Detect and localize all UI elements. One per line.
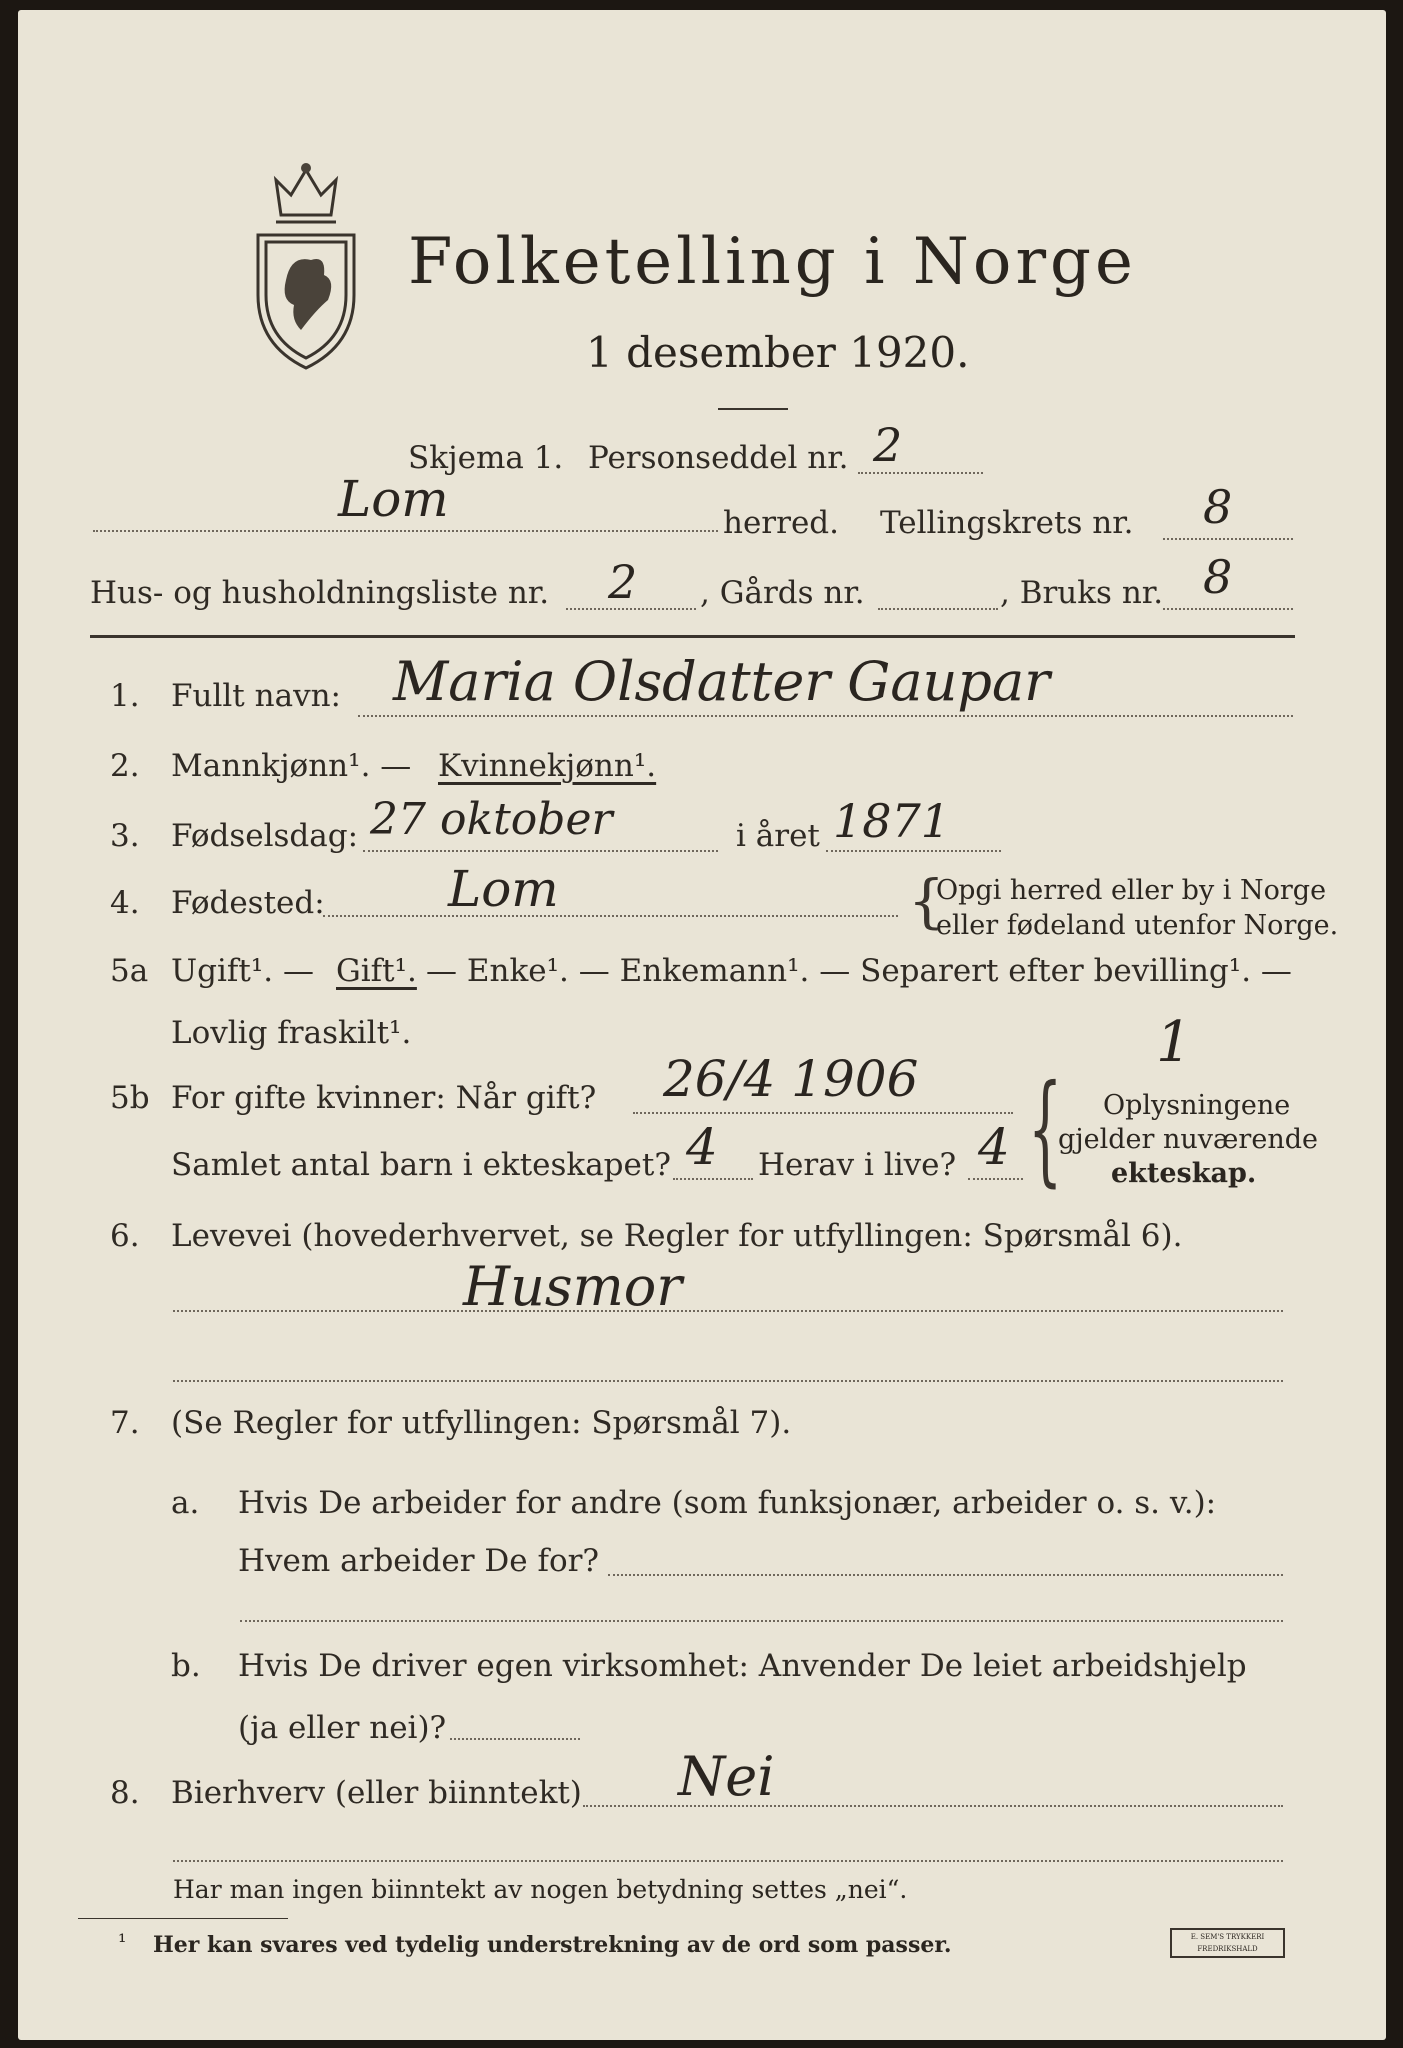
q5b-live-label: Herav i live?	[758, 1147, 957, 1183]
q8-number: 8.	[110, 1775, 140, 1811]
q5b-barn-value: 4	[686, 1118, 718, 1176]
q7a-letter: a.	[171, 1485, 200, 1521]
q3-label: Fødselsdag:	[171, 818, 359, 854]
herred-label: herred.	[723, 505, 839, 541]
q3-year-value: 1871	[833, 794, 951, 848]
footnote-rule	[78, 1918, 288, 1919]
q5b-barn-label: Samlet antal barn i ekteskapet?	[171, 1147, 671, 1183]
q7a-label: Hvis De arbeider for andre (som funksjonær, arbeider o. s. v.):	[238, 1485, 1217, 1521]
q5a-line2: Lovlig fraskilt¹.	[171, 1015, 412, 1051]
footnote-mark: ¹	[118, 1930, 127, 1954]
q5b-note-3: ekteskap.	[1111, 1158, 1257, 1189]
q7b-letter: b.	[171, 1648, 201, 1684]
herred-value: Lom	[338, 470, 449, 528]
q5b-note-2: gjelder nuværende	[1058, 1124, 1318, 1155]
title-divider	[718, 408, 788, 410]
hus-label: Hus- og husholdningsliste nr.	[90, 575, 550, 611]
q6-number: 6.	[110, 1218, 140, 1254]
gards-label: , Gårds nr.	[700, 575, 865, 611]
q1-value: Maria Olsdatter Gaupar	[393, 650, 1050, 713]
q3-number: 3.	[110, 818, 140, 854]
tellingskrets-label: Tellingskrets nr.	[880, 505, 1134, 541]
q4-note-1: Opgi herred eller by i Norge	[936, 875, 1327, 906]
form-title: Folketelling i Norge	[408, 225, 1137, 299]
q5a-mark: 1	[1156, 1010, 1192, 1075]
q7a-question: Hvem arbeider De for?	[238, 1543, 600, 1579]
skjema-label: Skjema 1.	[408, 440, 564, 476]
header-rule	[90, 635, 1295, 638]
q3-year-label: i året	[736, 818, 820, 854]
q5b-live-value: 4	[978, 1118, 1010, 1176]
norwegian-coat-of-arms-icon	[246, 160, 366, 375]
hus-value: 2	[608, 555, 638, 609]
q5a-gift: Gift¹.	[336, 953, 417, 989]
form-date: 1 desember 1920.	[586, 328, 970, 377]
bruks-label: , Bruks nr.	[1000, 575, 1164, 611]
tellingskrets-value: 8	[1203, 480, 1233, 534]
q7b-question: (ja eller nei)?	[238, 1710, 447, 1746]
q5b-label: For gifte kvinner: Når gift?	[171, 1080, 597, 1116]
q7b-label: Hvis De driver egen virksomhet: Anvender De leiet arbeidshjelp	[238, 1648, 1247, 1684]
personseddel-value: 2	[873, 418, 903, 472]
bruks-value: 8	[1203, 550, 1233, 604]
footnote-text: Her kan svares ved tydelig understrekning av de ord som passer.	[153, 1932, 952, 1958]
q5a-rest: — Enke¹. — Enkemann¹. — Separert efter bevilling¹. —	[426, 953, 1292, 989]
q1-number: 1.	[110, 678, 140, 714]
printer-stamp: E. SEM'S TRYKKERI FREDRIKSHALD	[1170, 1928, 1285, 1958]
q1-label: Fullt navn:	[171, 678, 341, 714]
q4-label: Fødested:	[171, 885, 325, 921]
q6-label: Levevei (hovederhvervet, se Regler for utfyllingen: Spørsmål 6).	[171, 1218, 1183, 1254]
personseddel-label: Personseddel nr.	[588, 440, 849, 476]
q2-number: 2.	[110, 748, 140, 784]
q3-value: 27 oktober	[370, 794, 613, 845]
q2-kvinne: Kvinnekjønn¹.	[438, 748, 657, 784]
q7-label: (Se Regler for utfyllingen: Spørsmål 7).	[171, 1405, 792, 1441]
nei-note: Har man ingen biinntekt av nogen betydning settes „nei“.	[173, 1875, 908, 1904]
q4-value: Lom	[448, 860, 559, 918]
q2-mann: Mannkjønn¹. —	[171, 748, 412, 784]
q4-number: 4.	[110, 885, 140, 921]
q8-label: Bierhverv (eller biinntekt)	[171, 1775, 582, 1811]
q7-number: 7.	[110, 1405, 140, 1441]
q6-value: Husmor	[463, 1255, 683, 1318]
q4-note-2: eller fødeland utenfor Norge.	[936, 910, 1339, 941]
q5a-number: 5a	[110, 953, 149, 989]
q5b-number: 5b	[110, 1080, 150, 1116]
q8-value: Nei	[678, 1745, 775, 1808]
q5a-ugift: Ugift¹. —	[171, 953, 314, 989]
q5b-value: 26/4 1906	[663, 1050, 919, 1108]
census-form: Folketelling i Norge 1 desember 1920. Skjema 1. Personseddel nr. 2 Lom herred. Tellingskrets nr. 8 Hus- og husholdningsliste nr. 2 , Gårds nr. , Bruks nr. 8 1. Fullt navn: Maria Olsdatter Gaupar 2. Mannkjønn¹. — Kvinnekjønn¹. 3. Fødselsdag: 27 oktober i året 1871 4. Fødested: Lom { Opgi herred eller by i Norge eller fødeland utenfor Norge. 5a Ugift¹. — Gift¹. — Enke¹. — Enkemann¹. — Separert efter bevilling¹. — Lovlig fraskilt¹. 1 5b For gifte kvinner: Når gift? 26/4 1906 Samlet antal barn i ekteskapet? 4 Herav i live? 4 { Oplysningene gjelder nuværende ekteskap. 6. Levevei (hovederhvervet, se Regler for utfyllingen: Spørsmål 6). Husmor 7. (Se Regler for utfyllingen: Spørsmål 7). a. Hvis De arbeider for andre (som funksjonær, arbeider o. s. v.): Hvem arbeider De for? b. Hvis De driver egen virksomhet: Anvender De leiet arbeidshjelp (ja eller nei)? 8. Bierhverv (eller biinntekt) Nei Har man ingen biinntekt av nogen betydning settes „nei“. ¹ Her kan svares ved tydelig understrekning av de ord som passer. E. SEM'S TRYKKERI FREDRIKSHALD	[18, 10, 1386, 2040]
q5b-note-1: Oplysningene	[1103, 1090, 1291, 1121]
